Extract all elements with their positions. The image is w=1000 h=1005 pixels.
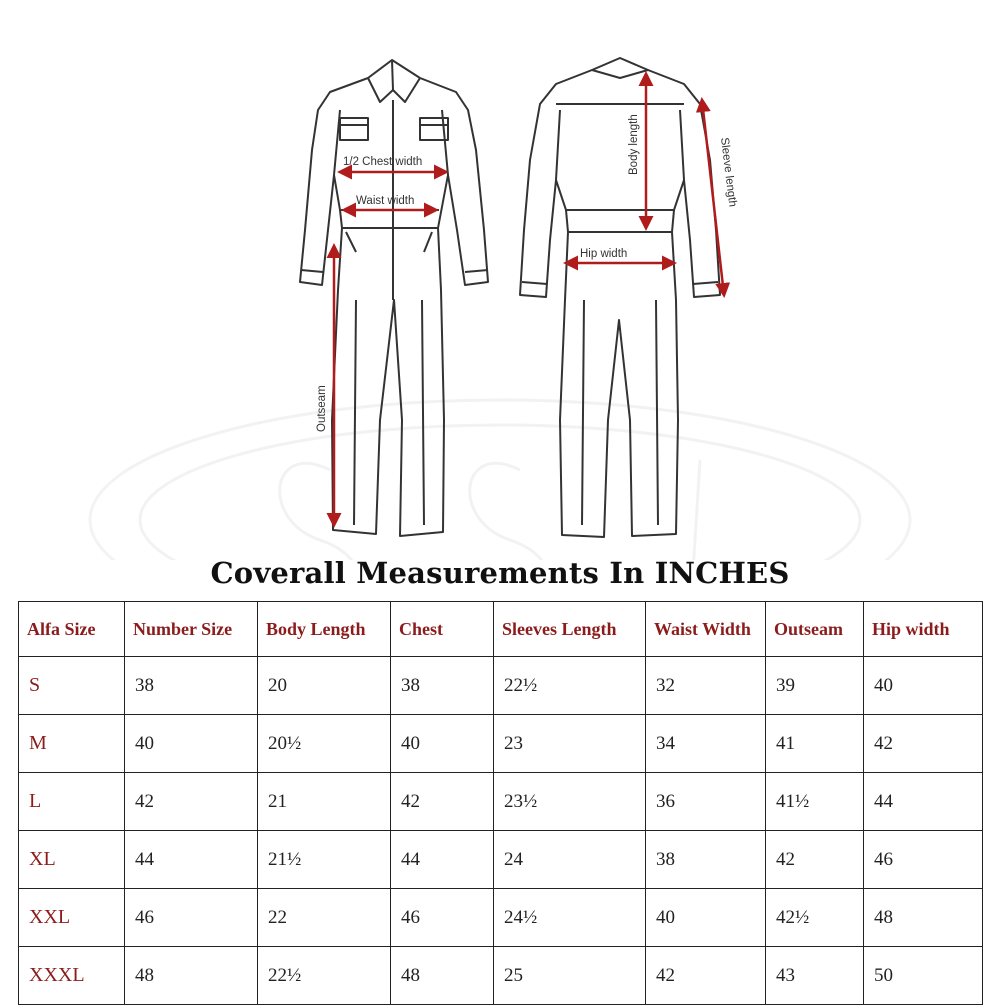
cell-sleeves-length: 24 — [494, 831, 646, 889]
header-sleeves-length: Sleeves Length — [494, 602, 646, 657]
table-row — [19, 947, 983, 1005]
table-row — [19, 773, 983, 831]
cell-chest: 46 — [391, 889, 494, 947]
cell-number-size: 44 — [125, 831, 258, 889]
cell-body-length: 21 — [258, 773, 391, 831]
cell-alfa-size: XXL — [19, 889, 125, 947]
table-header-row — [19, 602, 983, 657]
cell-hip-width: 50 — [864, 947, 983, 1005]
cell-hip-width: 46 — [864, 831, 983, 889]
header-outseam: Outseam — [766, 602, 864, 657]
cell-waist-width: 42 — [646, 947, 766, 1005]
cell-alfa-size: XL — [19, 831, 125, 889]
hip-width-label: Hip width — [580, 248, 628, 260]
header-alfa-size: Alfa Size — [19, 602, 125, 657]
cell-outseam: 42½ — [766, 889, 864, 947]
cell-sleeves-length: 22½ — [494, 657, 646, 715]
cell-sleeves-length: 24½ — [494, 889, 646, 947]
cell-hip-width: 40 — [864, 657, 983, 715]
watermark-logo — [90, 400, 910, 560]
header-number-size: Number Size — [125, 602, 258, 657]
table-row — [19, 657, 983, 715]
cell-sleeves-length: 25 — [494, 947, 646, 1005]
header-hip-width: Hip width — [864, 602, 983, 657]
cell-waist-width: 38 — [646, 831, 766, 889]
cell-body-length: 21½ — [258, 831, 391, 889]
size-table — [18, 601, 983, 1005]
cell-alfa-size: XXXL — [19, 947, 125, 1005]
cell-waist-width: 40 — [646, 889, 766, 947]
cell-alfa-size: M — [19, 715, 125, 773]
cell-hip-width: 48 — [864, 889, 983, 947]
table-row — [19, 889, 983, 947]
header-chest: Chest — [391, 602, 494, 657]
cell-number-size: 38 — [125, 657, 258, 715]
waist-width-label: Waist width — [356, 195, 415, 207]
cell-outseam: 43 — [766, 947, 864, 1005]
header-body-length: Body Length — [258, 602, 391, 657]
cell-chest: 42 — [391, 773, 494, 831]
cell-chest: 44 — [391, 831, 494, 889]
table-row — [19, 715, 983, 773]
coverall-front — [300, 60, 488, 536]
cell-outseam: 42 — [766, 831, 864, 889]
table-row — [19, 831, 983, 889]
cell-number-size: 40 — [125, 715, 258, 773]
cell-body-length: 22 — [258, 889, 391, 947]
coverall-back — [520, 58, 720, 537]
cell-outseam: 41½ — [766, 773, 864, 831]
cell-body-length: 22½ — [258, 947, 391, 1005]
cell-body-length: 20½ — [258, 715, 391, 773]
cell-hip-width: 42 — [864, 715, 983, 773]
cell-sleeves-length: 23½ — [494, 773, 646, 831]
cell-body-length: 20 — [258, 657, 391, 715]
cell-hip-width: 44 — [864, 773, 983, 831]
cell-alfa-size: S — [19, 657, 125, 715]
cell-number-size: 42 — [125, 773, 258, 831]
cell-outseam: 41 — [766, 715, 864, 773]
sleeve-length-label: Sleeve length — [718, 136, 739, 208]
half-chest-width-label: 1/2 Chest width — [343, 156, 423, 168]
header-waist-width: Waist Width — [646, 602, 766, 657]
cell-waist-width: 34 — [646, 715, 766, 773]
outseam-label: Outseam — [316, 385, 328, 432]
cell-sleeves-length: 23 — [494, 715, 646, 773]
body-length-label: Body length — [628, 114, 640, 175]
cell-waist-width: 32 — [646, 657, 766, 715]
cell-waist-width: 36 — [646, 773, 766, 831]
cell-alfa-size: L — [19, 773, 125, 831]
sleeve-length-arrow — [702, 100, 724, 295]
cell-number-size: 46 — [125, 889, 258, 947]
cell-chest: 48 — [391, 947, 494, 1005]
chart-title: Coverall Measurements In INCHES — [210, 556, 790, 590]
cell-chest: 40 — [391, 715, 494, 773]
cell-chest: 38 — [391, 657, 494, 715]
cell-number-size: 48 — [125, 947, 258, 1005]
cell-outseam: 39 — [766, 657, 864, 715]
